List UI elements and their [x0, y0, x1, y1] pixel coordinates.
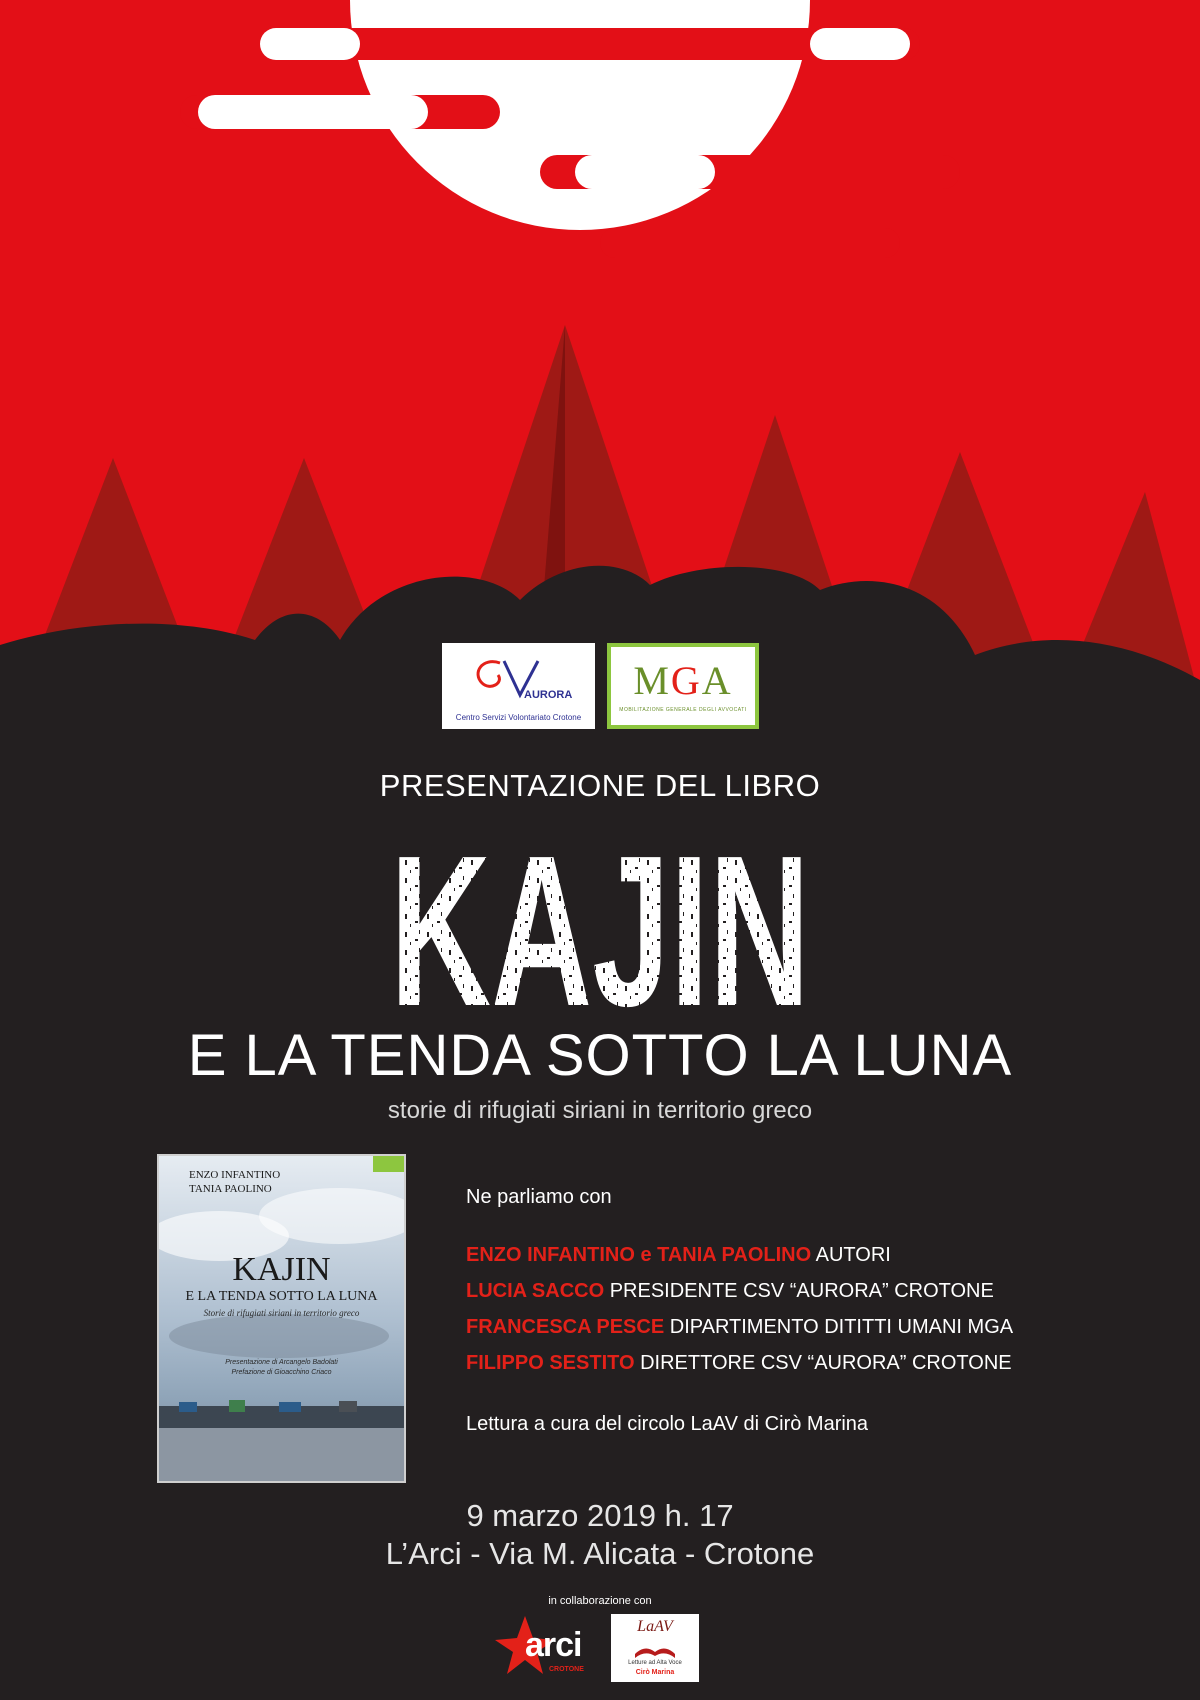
speaker-role: DIPARTIMENTO DITITTI UMANI MGA — [669, 1316, 1014, 1338]
presentazione-label: PRESENTAZIONE DEL LIBRO — [379, 768, 821, 803]
book-title-kajin — [380, 820, 820, 1020]
event-date: 9 marzo 2019 h. 17 — [466, 1498, 734, 1533]
speaker-row — [466, 1309, 1166, 1345]
speaker-role: AUTORI — [815, 1244, 891, 1266]
arci-wordmark: arci — [525, 1626, 582, 1664]
mga-letter-m: M — [633, 658, 671, 703]
laav-place: Cirò Marina — [635, 1669, 675, 1676]
book-cover-title: KAJIN — [232, 1251, 331, 1288]
book-cover-credit-1: Presentazione di Arcangelo Badolati — [225, 1359, 338, 1366]
reading-note: Lettura a cura del circolo LaAV di Cirò Marina — [466, 1413, 869, 1435]
laav-subtitle: Letture ad Alta Voce — [628, 1660, 682, 1666]
mga-logo — [607, 643, 759, 729]
mga-panel — [611, 647, 755, 725]
speaker-name: FILIPPO SESTITO — [466, 1352, 635, 1374]
speaker-role: DIRETTORE CSV “AURORA” CROTONE — [640, 1352, 1012, 1374]
book-tagline: storie di rifugiati siriani in territorio greco — [387, 1097, 813, 1124]
csv-brand: AURORA — [524, 689, 573, 701]
title-kajin-text: KAJIN — [390, 820, 810, 1020]
collaboration-label: in collaborazione con — [548, 1595, 652, 1607]
csv-aurora-logo — [442, 643, 595, 729]
speaker-name: FRANCESCA PESCE — [466, 1316, 665, 1338]
speaker-row — [466, 1273, 1166, 1309]
speakers-section — [466, 1186, 1166, 1436]
book-cover-art — [159, 1156, 404, 1481]
csv-subtitle: Centro Servizi Volontariato Crotone — [455, 713, 582, 722]
open-book-icon — [611, 1640, 699, 1660]
speakers-intro: Ne parliamo con — [466, 1186, 612, 1208]
arci-subtitle: CROTONE — [549, 1666, 584, 1673]
speaker-name: ENZO INFANTINO e TANIA PAOLINO — [466, 1244, 812, 1266]
book-cover-tagline: Storie di rifugiati siriani in territorio greco — [203, 1308, 360, 1318]
book-cover-subtitle: E LA TENDA SOTTO LA LUNA — [185, 1289, 378, 1304]
book-cover-author-1: ENZO INFANTINO — [189, 1169, 281, 1181]
book-cover-credit-2: Prefazione di Gioacchino Criaco — [231, 1369, 332, 1376]
csv-mark-icon — [442, 643, 595, 713]
laav-logo — [611, 1614, 699, 1682]
speaker-row — [466, 1345, 1166, 1381]
arci-logo — [495, 1612, 595, 1682]
mga-wordmark — [611, 657, 755, 704]
book-cover-authors — [189, 1168, 280, 1196]
speaker-row — [466, 1237, 1166, 1273]
mga-subtitle: MOBILITAZIONE GENERALE DEGLI AVVOCATI — [619, 707, 747, 713]
book-subtitle: E LA TENDA SOTTO LA LUNA — [187, 1023, 1013, 1088]
speaker-role: PRESIDENTE CSV “AURORA” CROTONE — [609, 1280, 994, 1302]
book-cover-author-2: TANIA PAOLINO — [189, 1183, 272, 1195]
book-cover-image — [157, 1154, 406, 1483]
laav-wordmark: LaAV — [637, 1618, 673, 1635]
mga-letter-a: A — [701, 658, 733, 703]
mga-letter-g: G — [670, 658, 702, 703]
event-venue: L’Arci - Via M. Alicata - Crotone — [385, 1536, 815, 1571]
speaker-name: LUCIA SACCO — [466, 1280, 605, 1302]
